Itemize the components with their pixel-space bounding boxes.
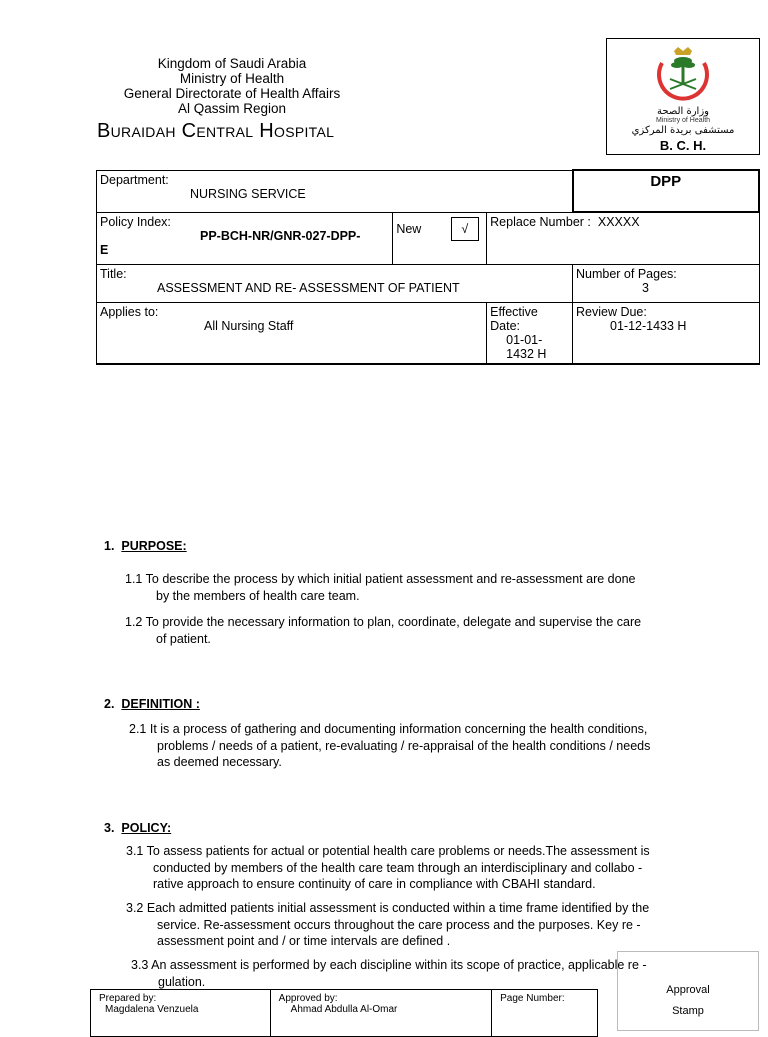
applies-label: Applies to:: [100, 305, 159, 319]
new-checkbox: √: [451, 217, 479, 241]
header-address: [92, 56, 372, 116]
pages-cell: [573, 265, 760, 303]
logo-ministry-en: Ministry of Health: [655, 117, 711, 124]
page-number-label: Page Number:: [500, 993, 565, 1004]
title-value: ASSESSMENT AND RE- ASSESSMENT OF PATIENT: [157, 281, 460, 295]
approval-stamp-box: [617, 951, 759, 1031]
logo-abbreviation: B. C. H.: [659, 138, 707, 153]
paragraph-2-1: 2.1 It is a process of gathering and documenting information concerning the health conditions, problems / needs of a patient, re-evaluating / re-appraisal of the health conditions / needs as deemed necessary.: [129, 722, 651, 769]
approved-by-cell: [270, 990, 491, 1037]
applies-value: All Nursing Staff: [204, 319, 294, 333]
department-cell: [97, 170, 573, 212]
hospital-name: Buraidah Central Hospital: [97, 120, 335, 142]
stamp-label-approval: Approval: [666, 984, 710, 996]
approved-by-label: Approved by:: [278, 993, 338, 1004]
logo-arabic-hospital: مستشفى بريدة المركزي: [631, 125, 735, 136]
paragraph-1-2: 1.2 To provide the necessary information to plan, coordinate, delegate and supervise the care of patient.: [125, 615, 642, 646]
title-cell: [97, 265, 573, 303]
paragraph-3-2: 3.2 Each admitted patients initial assessment is conducted within a time frame identified by the service. Re-assessment occurs throughout the care process and the purposes. Key re - assessment point and / or time intervals are defined .: [126, 901, 650, 948]
pages-value: 3: [642, 281, 649, 295]
logo-arabic-ministry: وزارة الصحة: [657, 106, 709, 117]
paragraph-1-1: 1.1 To describe the process by which initial patient assessment and re-assessment are done by the members of health care team.: [125, 572, 636, 603]
policy-info-table: [96, 169, 760, 365]
dpp-cell: DPP: [573, 170, 760, 212]
section-definition-heading: 2. DEFINITION :: [104, 697, 200, 711]
review-cell: [573, 303, 760, 365]
review-value: 01-12-1433 H: [610, 319, 687, 333]
policy-index-label: Policy Index:: [100, 214, 171, 229]
new-label: New: [396, 221, 422, 236]
page-number-cell: [492, 990, 598, 1037]
paragraph-3-3: 3.3 An assessment is performed by each discipline within its scope of practice, applicable re - gulation.: [131, 958, 647, 989]
header-region: Al Qassim Region: [177, 101, 287, 116]
header-kingdom: Kingdom of Saudi Arabia: [157, 56, 307, 71]
policy-index-value-suffix: E: [100, 242, 109, 257]
effective-cell: [487, 303, 573, 365]
title-label: Title:: [100, 267, 127, 281]
prepared-by-name: Magdalena Venzuela: [105, 1004, 199, 1015]
header-ministry: Ministry of Health: [179, 71, 285, 86]
ministry-logo: [606, 38, 760, 155]
header-directorate: General Directorate of Health Affairs: [123, 86, 341, 101]
replace-cell: [487, 212, 759, 265]
new-cell: [393, 212, 487, 265]
department-label: Department:: [100, 172, 169, 187]
pages-label: Number of Pages:: [576, 267, 677, 281]
department-value: NURSING SERVICE: [190, 186, 306, 201]
policy-index-value: PP-BCH-NR/GNR-027-DPP-: [200, 228, 361, 243]
prepared-by-label: Prepared by:: [99, 993, 157, 1004]
signature-table: [90, 989, 598, 1037]
policy-index-cell: [97, 212, 393, 265]
effective-value: 01-01-1432 H: [506, 333, 547, 361]
replace-label: Replace Number :: [490, 215, 591, 229]
approved-by-name: Ahmad Abdulla Al-Omar: [290, 1004, 398, 1015]
section-policy-heading: 3. POLICY:: [104, 821, 172, 835]
review-label: Review Due:: [576, 305, 647, 319]
effective-label: Effective Date:: [490, 305, 538, 333]
prepared-by-cell: [91, 990, 271, 1037]
paragraph-3-1: 3.1 To assess patients for actual or potential health care problems or needs.The assessment is conducted by members of the health care team through an interdisciplinary and collabo - rative approach to ensure continuity of care in compliance with CBAHI standard.: [126, 844, 650, 891]
replace-value: XXXXX: [597, 215, 640, 229]
stamp-label-stamp: Stamp: [672, 1005, 704, 1017]
applies-cell: [97, 303, 487, 365]
section-purpose-heading: 1. PURPOSE:: [104, 539, 187, 553]
moh-emblem-icon: [648, 45, 718, 101]
